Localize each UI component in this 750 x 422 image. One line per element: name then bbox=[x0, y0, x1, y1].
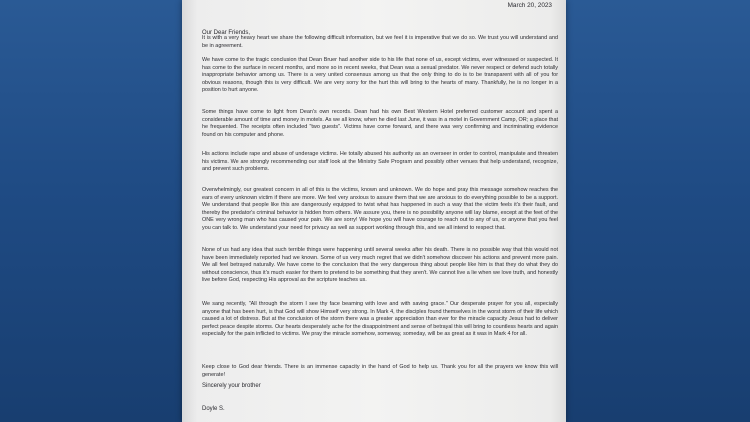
paragraph-6: None of us had any idea that such terrible things were happening until several weeks after his death. There is no possible way that this would not have been immediately reported had we known. Some of us very much regret that we didn't somehow discover his actions and prevent more pain. We all feel betrayed naturally. We have come to the conclusion that the very dangerous thing about people like him is that they do what they do without conscience, thus it's much easier for them to pretend to be something that they aren't. We cannot live a lie when we love truth, and honestly live before God, respecting His approval as the scripture teaches us. bbox=[202, 247, 558, 284]
paragraph-1: It is with a very heavy heart we share the following difficult information, but we feel it is imperative that we do so. We trust you will understand and be in agreement. bbox=[202, 35, 558, 49]
paragraph-3: Some things have come to light from Dean's own records. Dean had his own Best Western Hotel preferred customer account and spent a considerable amount of time and money in motels. As we all know, when he died last June, it was in a motel in Government Camp, OR; a place that he frequented. The receipts often included "two guests". Victims have come forward, and there was very confirming and incriminating evidence found on his computer and phone. bbox=[202, 109, 558, 138]
paragraph-8: Keep close to God dear friends. There is an immense capacity in the hand of God to help us. Thank you for all the prayers we know this will generate! bbox=[202, 364, 558, 378]
paragraph-7: We sang recently, "All through the storm I see thy face beaming with love and with saving grace." Our desperate prayer for you all, especially anyone that has been hurt, is that God will show Himself very strong. In Mark 4, the disciples found themselves in the worst storm of their life which caused a lot of distress. But at the conclusion of the storm there was a greater appreciation than ever for the miracle capacity Jesus had to deliver perfect peace despite storms. Our hearts desperately ache for the disappointment and sense of betrayal this will bring to countless hearts and again especially for the pain inflicted to victims. We pray the miracle somehow, someway, someday, will be as great as it was in Mark 4 for all. bbox=[202, 301, 558, 338]
paragraph-4: His actions include rape and abuse of underage victims. He totally abused his authority as an overseer in order to control, manipulate and threaten his victims. We are strongly recommending our staff look at the Ministry Safe Program and possibly other venues that help understand, recognize, and prevent such problems. bbox=[202, 151, 558, 173]
background-right bbox=[566, 0, 750, 422]
letter-closing: Sincerely your brother bbox=[202, 383, 261, 389]
letter-page bbox=[182, 0, 566, 422]
paragraph-5: Overwhelmingly, our greatest concern in all of this is the victims, known and unknown. We do hope and pray this message somehow reaches the ears of every unknown victim if there are more. We feel very anxious to assure them that we are anxious to do everything possible to be a support. We understand that people like this are dangerously equipped to twist what has happened in such a way that the victim feels it's their fault, and thereby the predator's criminal behavior is hidden from others. We assure you, there is no possibility anyone will lay blame, except at the feet of the ONE very wrong man who has caused your pain. We are sorry! We hope you will have courage to reach out to any of us, or anyone that you feel you can talk to. We understand your need for privacy as well as support working through this, and we all intend to respect that. bbox=[202, 187, 558, 231]
paragraph-2: We have come to the tragic conclusion that Dean Bruer had another side to his life that none of us, except victims, ever witnessed or suspected. It has come to the surface in recent months, and more so in recent weeks, that Dean was a sexual predator. We never respect or defend such totally inappropriate behavior among us. There is a very united consensus among us that the only thing to do is to be transparent with all of you for obvious reasons, though this is very difficult. We are very sorry for the hurt this will bring to the hearts of many. Thankfully, he is no longer in a position to hurt anyone. bbox=[202, 57, 558, 94]
letter-date: March 20, 2023 bbox=[507, 2, 552, 9]
letter-signature: Doyle S. bbox=[202, 406, 225, 412]
background-left bbox=[0, 0, 182, 422]
letter-salutation: Our Dear Friends, bbox=[202, 30, 251, 36]
